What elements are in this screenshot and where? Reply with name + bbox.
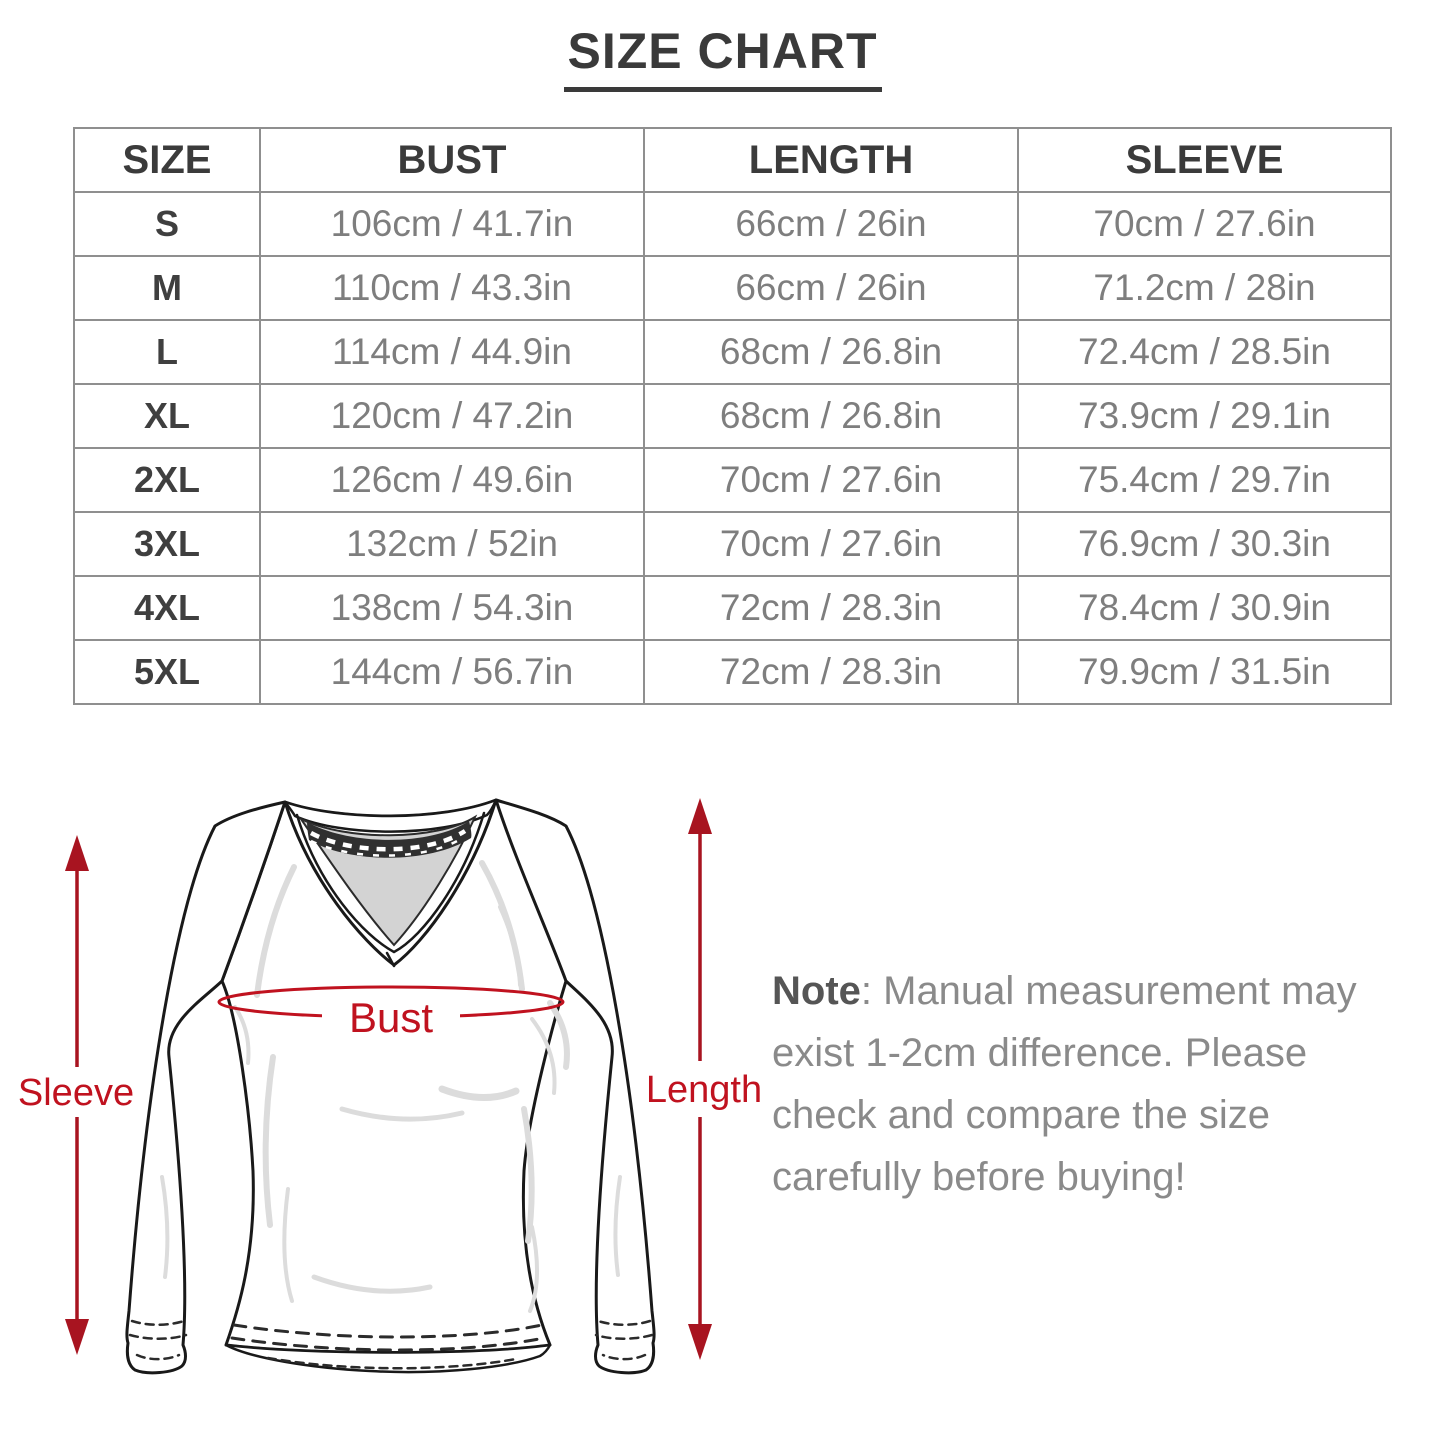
column-header-length: LENGTH	[644, 128, 1018, 192]
cell-value: 144cm / 56.7in	[260, 640, 644, 704]
cell-value: 66cm / 26in	[644, 256, 1018, 320]
sleeve-label: Sleeve	[17, 1072, 135, 1114]
table-row	[74, 192, 1391, 256]
table-row	[74, 512, 1391, 576]
cell-value: 70cm / 27.6in	[644, 448, 1018, 512]
page-title: SIZE CHART	[564, 22, 882, 92]
note-line-text: : Manual measurement may	[860, 969, 1357, 1013]
page-title-wrap	[0, 22, 1445, 92]
cell-value: 126cm / 49.6in	[260, 448, 644, 512]
table-row	[74, 384, 1391, 448]
cell-size: 5XL	[74, 640, 260, 704]
length-label: Length	[645, 1069, 763, 1111]
note-line	[772, 960, 1442, 1022]
cell-value: 132cm / 52in	[260, 512, 644, 576]
arrowhead-down-icon	[65, 1319, 89, 1355]
note-label: Note	[772, 969, 861, 1013]
column-header-sleeve: SLEEVE	[1018, 128, 1391, 192]
cell-size: S	[74, 192, 260, 256]
note-line: carefully before buying!	[772, 1155, 1186, 1199]
cell-value: 75.4cm / 29.7in	[1018, 448, 1391, 512]
cell-value: 66cm / 26in	[644, 192, 1018, 256]
cell-value: 79.9cm / 31.5in	[1018, 640, 1391, 704]
cell-value: 68cm / 26.8in	[644, 320, 1018, 384]
cell-value: 72.4cm / 28.5in	[1018, 320, 1391, 384]
cell-value: 71.2cm / 28in	[1018, 256, 1391, 320]
cell-value: 76.9cm / 30.3in	[1018, 512, 1391, 576]
cell-value: 70cm / 27.6in	[644, 512, 1018, 576]
table-row	[74, 640, 1391, 704]
cell-value: 72cm / 28.3in	[644, 640, 1018, 704]
cell-value: 78.4cm / 30.9in	[1018, 576, 1391, 640]
cell-size: 4XL	[74, 576, 260, 640]
cell-value: 70cm / 27.6in	[1018, 192, 1391, 256]
table-row	[74, 320, 1391, 384]
column-header-bust: BUST	[260, 128, 644, 192]
cell-size: L	[74, 320, 260, 384]
cell-value: 73.9cm / 29.1in	[1018, 384, 1391, 448]
cell-value: 110cm / 43.3in	[260, 256, 644, 320]
cell-value: 138cm / 54.3in	[260, 576, 644, 640]
note-line: check and compare the size	[772, 1093, 1271, 1137]
cell-value: 68cm / 26.8in	[644, 384, 1018, 448]
cell-size: XL	[74, 384, 260, 448]
cell-size: 2XL	[74, 448, 260, 512]
arrowhead-up-icon	[688, 798, 712, 834]
arrowhead-down-icon	[688, 1324, 712, 1360]
cell-value: 114cm / 44.9in	[260, 320, 644, 384]
table-row	[74, 256, 1391, 320]
arrowhead-up-icon	[65, 835, 89, 871]
table-header-row	[74, 128, 1391, 192]
cell-size: M	[74, 256, 260, 320]
bust-label: Bust	[348, 994, 434, 1041]
table-row	[74, 576, 1391, 640]
note-line: exist 1-2cm difference. Please	[772, 1031, 1308, 1075]
size-table	[73, 127, 1392, 705]
cell-value: 120cm / 47.2in	[260, 384, 644, 448]
shirt-measurement-diagram	[10, 755, 770, 1445]
column-header-size: SIZE	[74, 128, 260, 192]
measurement-note	[772, 960, 1442, 1208]
cell-size: 3XL	[74, 512, 260, 576]
cell-value: 106cm / 41.7in	[260, 192, 644, 256]
cell-value: 72cm / 28.3in	[644, 576, 1018, 640]
table-row	[74, 448, 1391, 512]
